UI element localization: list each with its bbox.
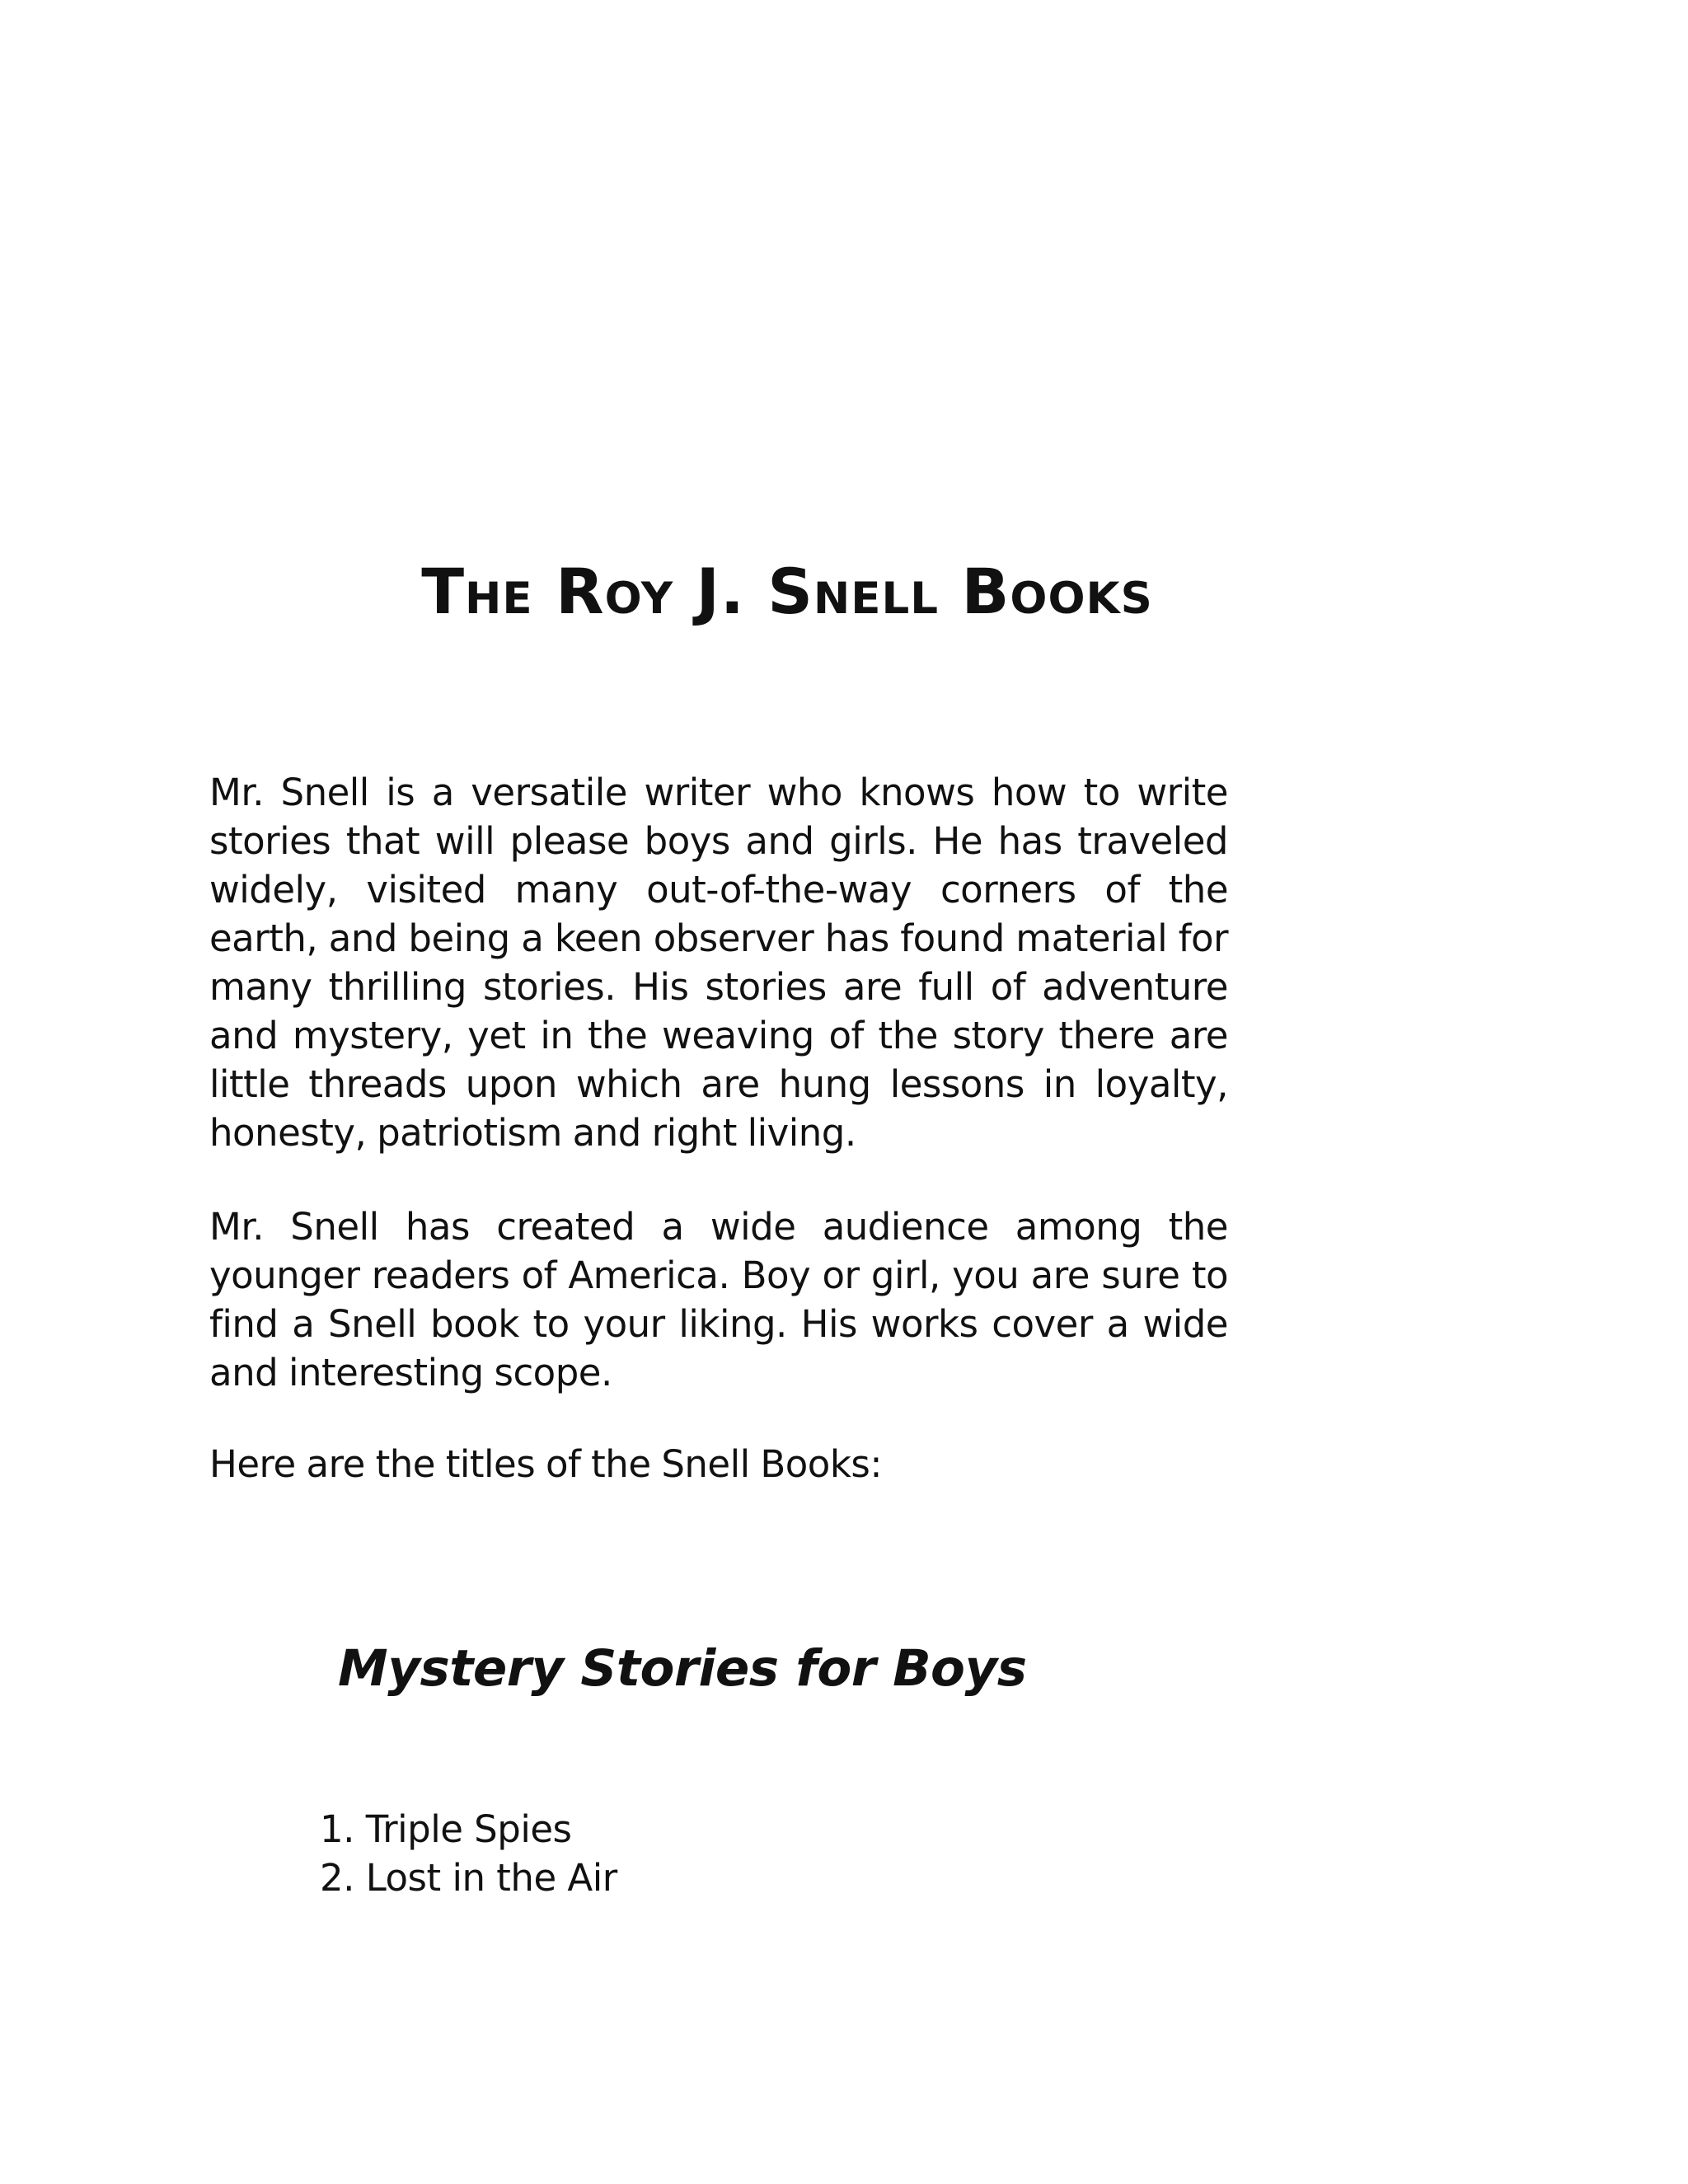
list-item (320, 1805, 617, 1854)
intro-paragraph: Mr. Snell is a versatile writer who knows how to write stories that will please boys and girls. He has traveled widely, visited many out-of-the-way corners of the earth, and being a keen observer has found material for many thrilling stories. His stories are full of adventure and mystery, yet in the weaving of the story there are little threads upon which are hung lessons in loyalty, honesty, patriotism and right living. (209, 771, 1228, 1155)
list-item-title: Triple Spies (365, 1807, 572, 1851)
titles-intro-paragraph: Here are the titles of the Snell Books: (209, 1442, 882, 1486)
list-item-title: Lost in the Air (365, 1856, 617, 1900)
section-heading: Mystery Stories for Boys (338, 1639, 1027, 1698)
list-item (320, 1854, 617, 1902)
list-item-number: 1. (320, 1807, 354, 1851)
list-item-number: 2. (320, 1856, 354, 1900)
page-title: The Roy J. Snell Books (421, 555, 1153, 628)
book-list (320, 1805, 617, 1902)
audience-paragraph: Mr. Snell has created a wide audience among the younger readers of America. Boy or girl, you are sure to find a Snell book to your liking. His works cover a wide and interesting scope. (209, 1205, 1228, 1394)
